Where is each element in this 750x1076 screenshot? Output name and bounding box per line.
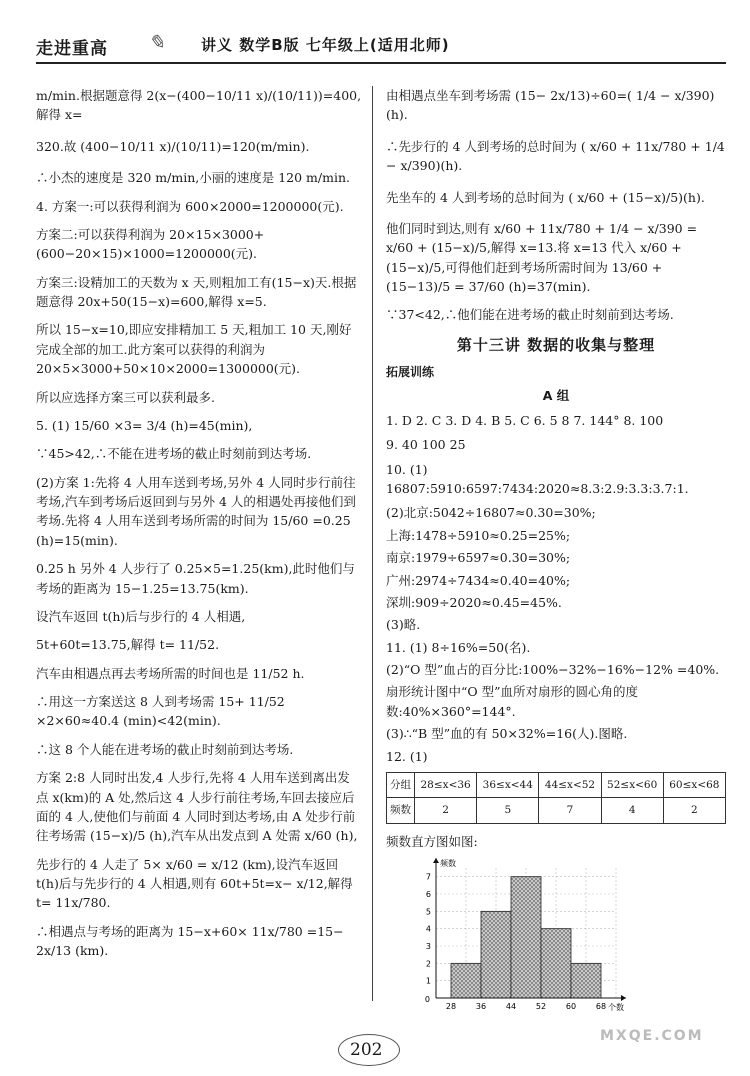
- page-header: [36, 26, 726, 66]
- solution-line: 5. (1) 15/60 ×3= 3/4 (h)=45(min),: [36, 417, 253, 433]
- x-tick-label: 44: [505, 1001, 517, 1011]
- solution-line: 方案二:可以获得利润为 20×15×3000+(600−20×15)×1000=1200000(元).: [36, 226, 265, 262]
- answer-line: 上海:1478÷5910≈0.25=25%;: [386, 527, 571, 543]
- y-tick-label: 3: [425, 941, 431, 951]
- answer-line: (2)北京:5042÷16807≈0.30=30%;: [386, 505, 596, 521]
- header-rule: [36, 62, 726, 64]
- solution-line: ∴用这一方案送这 8 人到考场需 15+ 11/52 ×2×60≈40.4 (min)<42(min).: [36, 694, 285, 729]
- histogram-bar: [511, 877, 541, 998]
- histogram-chart: [386, 853, 646, 1013]
- y-tick-label: 2: [425, 959, 431, 969]
- solution-line: 0.25 h 另外 4 人步行了 0.25×5=1.25(km),此时他们与考场的距离为 15−1.25=13.75(km).: [36, 561, 355, 596]
- x-axis-arrow-icon: [621, 995, 626, 1001]
- table-row: [387, 772, 726, 797]
- section-title: 第十三讲 数据的收集与整理: [456, 335, 656, 354]
- x-tick-label: 68: [595, 1001, 607, 1011]
- page-number-oval: [338, 1034, 400, 1066]
- table-cell: 2: [415, 798, 477, 823]
- table-cell: 52≤x<60: [601, 772, 663, 797]
- page-number-text: 202: [350, 1040, 383, 1060]
- solution-line: 由相遇点坐车到考场需 (15− 2x/13)÷60=( 1/4 − x/390)(h).: [386, 88, 715, 123]
- watermark: MXQE.COM: [600, 1028, 704, 1044]
- x-axis-label: 个数: [608, 1002, 624, 1012]
- histogram-caption: 频数直方图如图:: [386, 833, 478, 849]
- x-tick-label: 28: [445, 1001, 457, 1011]
- x-tick-label: 36: [475, 1001, 487, 1011]
- answer-line: (2)“O 型”血占的百分比:100%−32%−16%−12% =40%.: [386, 662, 720, 678]
- brand-title: 走进重高: [36, 39, 108, 59]
- solution-line: 先步行的 4 人走了 5× x/60 = x/12 (km),设汽车返回 t(h)后与先步行的 4 人相遇,则有 60t+5t=x− x/12,解得 t= 11x/780.: [36, 856, 353, 911]
- group-title: A 组: [542, 387, 570, 403]
- solution-line: ∴小杰的速度是 320 m/min,小丽的速度是 120 m/min.: [36, 170, 350, 186]
- answer-line: 扇形统计图中“O 型”血所对扇形的圆心角的度数:40%×360°=144°.: [386, 684, 639, 719]
- column-divider: [372, 86, 373, 1001]
- table-cell: 4: [601, 798, 663, 823]
- solution-line: 方案 2:8 人同时出发,4 人步行,先将 4 人用车送到离出发点 x(km)的 A 处,然后这 4 人步行前往考场,车回去接应后面的 4 人,使他们与前面 4 人同时到达考场,由 A 处步行前往考场需 (15−x)/5 (h),汽车从出发点到 A 处需 x/60 (h),: [36, 770, 358, 844]
- right-column: [386, 86, 726, 1013]
- solution-line: 先坐车的 4 人到考场的总时间为 ( x/60 + (15−x)/5)(h).: [386, 189, 705, 205]
- y-axis-label: 频数: [440, 858, 456, 868]
- answer-line: 11. (1) 8÷16%=50(名).: [386, 639, 531, 655]
- solution-line: (2)方案 1:先将 4 人用车送到考场,另外 4 人同时步行前往考场,汽车到考场后返回到与另外 4 人的相遇处再接他们到考场.先将 4 人用车送到考场所需的时间为 15/60 =0.25 (h)=15(min).: [36, 474, 356, 548]
- answer-line: (3)略.: [386, 617, 421, 633]
- y-tick-label: 6: [425, 889, 431, 899]
- y-axis-arrow-icon: [433, 858, 439, 863]
- subsection-title: 拓展训练: [386, 365, 435, 379]
- solution-line: 320.故 (400−10/11 x)/(10/11)=120(m/min).: [36, 138, 310, 154]
- table-cell: 36≤x<44: [477, 772, 539, 797]
- answer-line: 12. (1): [386, 748, 428, 764]
- table-cell: 28≤x<36: [415, 772, 477, 797]
- solution-line: ∴相遇点与考场的距离为 15−x+60× 11x/780 =15− 2x/13 (km).: [36, 923, 344, 959]
- table-cell: 44≤x<52: [539, 772, 601, 797]
- solution-line: 设汽车返回 t(h)后与步行的 4 人相遇,: [36, 608, 246, 624]
- answer-line: 深圳:909÷2020≈0.45=45%.: [386, 594, 562, 610]
- table-cell: 5: [477, 798, 539, 823]
- chart-bars: [451, 877, 601, 998]
- solution-line: ∴这 8 个人能在进考场的截止时刻前到达考场.: [36, 741, 294, 757]
- histogram-bar: [481, 911, 511, 998]
- decorative-logo-icon: ✎: [148, 30, 165, 54]
- histogram-svg: [386, 853, 646, 1013]
- book-subtitle: 讲义 数学B版 七年级上(适用北师): [201, 36, 450, 54]
- solution-line: 方案三:设精加工的天数为 x 天,则粗加工有(15−x)天.根据题意得 20x+50(15−x)=600,解得 x=5.: [36, 274, 357, 309]
- table-cell: 7: [539, 798, 601, 823]
- table-header-cell: 频数: [387, 798, 415, 823]
- table-cell: 2: [663, 798, 725, 823]
- y-tick-label: 7: [425, 872, 431, 882]
- answer-line: 9. 40 100 25: [386, 437, 466, 453]
- histogram-bar: [451, 963, 481, 998]
- page-number: [350, 1040, 382, 1060]
- solution-line: 5t+60t=13.75,解得 t= 11/52.: [36, 637, 220, 653]
- table-cell: 60≤x<68: [663, 772, 725, 797]
- solution-line: 他们同时到达,则有 x/60 + 11x/780 + 1/4 − x/390 = x/60 + (15−x)/5,解得 x=13.将 x=13 代入 x/60 + (15−x)/5,可得他们赶到考场所需时间为 13/60 + (15−13)/5 = 37/60 (h)=37(min).: [386, 220, 698, 294]
- solution-line: ∴先步行的 4 人到考场的总时间为 ( x/60 + 11x/780 + 1/4 − x/390)(h).: [386, 138, 725, 174]
- answer-line: 广州:2974÷7434≈0.40=40%;: [386, 572, 571, 588]
- answer-line: 10. (1) 16807:5910:6597:7434:2020≈8.3:2.9:3.3:3.7:1.: [386, 461, 689, 497]
- frequency-table: [386, 772, 726, 824]
- solution-line: 4. 方案一:可以获得利润为 600×2000=1200000(元).: [36, 198, 344, 214]
- table-header-cell: 分组: [387, 772, 415, 797]
- y-tick-label: 4: [425, 924, 431, 934]
- solution-line: 所以 15−x=10,即应安排精加工 5 天,粗加工 10 天,刚好完成全部的加工.此方案可以获得的利润为 20×5×3000+50×10×2000=1300000(元).: [36, 322, 352, 377]
- solution-line: 汽车由相遇点再去考场所需的时间也是 11/52 h.: [36, 665, 305, 681]
- y-tick-label: 5: [425, 907, 431, 917]
- solution-line: ∵45>42,∴不能在进考场的截止时刻前到达考场.: [36, 446, 312, 462]
- histogram-bar: [571, 963, 601, 998]
- x-tick-label: 60: [565, 1001, 577, 1011]
- solution-line: m/min.根据题意得 2(x−(400−10/11 x)/(10/11))=400,解得 x=: [36, 88, 362, 123]
- answer-line: 1. D 2. C 3. D 4. B 5. C 6. 5 8 7. 144° 8. 100: [386, 412, 664, 428]
- answer-line: (3)∴“B 型”血的有 50×32%=16(人).图略.: [386, 726, 628, 742]
- solution-line: ∵37<42,∴他们能在进考场的截止时刻前到达考场.: [386, 307, 674, 323]
- left-column: [36, 86, 362, 970]
- solution-line: 所以应选择方案三可以获利最多.: [36, 389, 215, 405]
- y-tick-label: 1: [425, 976, 431, 986]
- origin-label: 0: [424, 994, 430, 1004]
- table-row: [387, 798, 726, 823]
- x-tick-label: 52: [535, 1001, 547, 1011]
- histogram-bar: [541, 929, 571, 998]
- answer-line: 南京:1979÷6597≈0.30=30%;: [386, 550, 571, 566]
